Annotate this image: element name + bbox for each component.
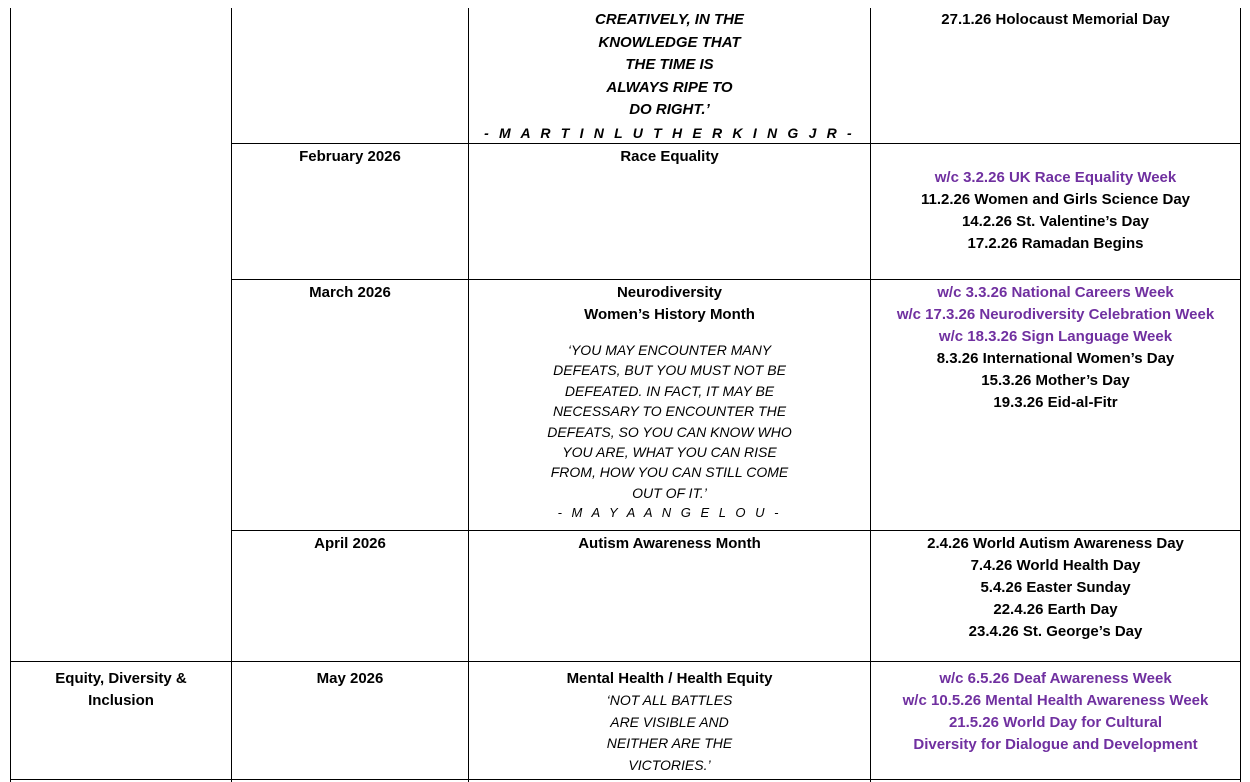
row2-events (871, 282, 1240, 414)
event-item: 21.5.26 World Day for Cultural (948, 714, 1163, 731)
row-divider-2 (231, 279, 1241, 280)
row3-events (871, 533, 1240, 643)
row-divider-3 (231, 530, 1241, 531)
row2-theme-and-quote: Neurodiversity Women’s History Month ‘YOU MAY ENCOUNTER MANY DEFEATS, BUT YOU MUST NOT BE DEFEATED. IN FACT, IT MAY BE NECESSARY TO ENCOUNTER THE DEFEATS, SO YOU CAN KNOW WHO YOU ARE, WHAT YOU CAN RISE FROM, HOW YOU CAN STILL COME OUT OF IT.’ - M A Y A A N G E L O U - (469, 282, 870, 524)
event-item: 2.4.26 World Autism Awareness Day (927, 535, 1184, 552)
row0-events (871, 9, 1240, 31)
event-item: 11.2.26 Women and Girls Science Day (920, 191, 1191, 208)
event-item: w/c 10.5.26 Mental Health Awareness Week (902, 692, 1209, 709)
border-bottom (10, 779, 1241, 780)
row2-month: March 2026 (309, 284, 391, 301)
row4-events (871, 668, 1240, 756)
row3-theme: Autism Awareness Month (578, 535, 761, 552)
row4-month: May 2026 (316, 670, 384, 687)
event-item: w/c 3.3.26 National Careers Week (937, 284, 1174, 301)
event-item: 27.1.26 Holocaust Memorial Day (941, 11, 1170, 28)
event-item: w/c 3.2.26 UK Race Equality Week (934, 169, 1177, 186)
event-item: 19.3.26 Eid-al-Fitr (993, 394, 1118, 411)
event-item: 14.2.26 St. Valentine’s Day (961, 213, 1150, 230)
event-item: w/c 18.3.26 Sign Language Week (938, 328, 1173, 345)
event-item: 22.4.26 Earth Day (993, 601, 1118, 618)
event-item: w/c 17.3.26 Neurodiversity Celebration Week (896, 306, 1215, 323)
event-item: 15.3.26 Mother’s Day (981, 372, 1130, 389)
border-right (1240, 8, 1241, 782)
row4-area: Equity, Diversity & Inclusion (55, 670, 187, 709)
row2-quote-author: - M A Y A A N G E L O U - (557, 505, 782, 521)
event-item: 17.2.26 Ramadan Begins (967, 235, 1144, 252)
row1-events (871, 167, 1240, 255)
row0-quote-author: - M A R T I N L U T H E R K I N G J R - (484, 124, 855, 141)
row3-month: April 2026 (314, 535, 386, 552)
event-item: 7.4.26 World Health Day (970, 557, 1141, 574)
row1-theme: Race Equality (620, 148, 719, 165)
row-divider-4 (10, 661, 1241, 662)
border-col1 (231, 8, 232, 782)
border-left (10, 8, 11, 782)
row0-quote: CREATIVELY, IN THE KNOWLEDGE THAT THE TIME IS ALWAYS RIPE TO DO RIGHT.’ - M A R T I N L U T H E R K I N G J R - (469, 9, 870, 144)
event-item: Diversity for Dialogue and Development (913, 736, 1198, 753)
row4-theme-and-quote: Mental Health / Health Equity ‘NOT ALL BATTLES ARE VISIBLE AND NEITHER ARE THE VICTORIES.’ (566, 670, 773, 773)
event-item: 8.3.26 International Women’s Day (936, 350, 1175, 367)
row1-month: February 2026 (299, 148, 401, 165)
event-item: 5.4.26 Easter Sunday (980, 579, 1131, 596)
event-item: w/c 6.5.26 Deaf Awareness Week (939, 670, 1172, 687)
event-item: 23.4.26 St. George’s Day (968, 623, 1143, 640)
